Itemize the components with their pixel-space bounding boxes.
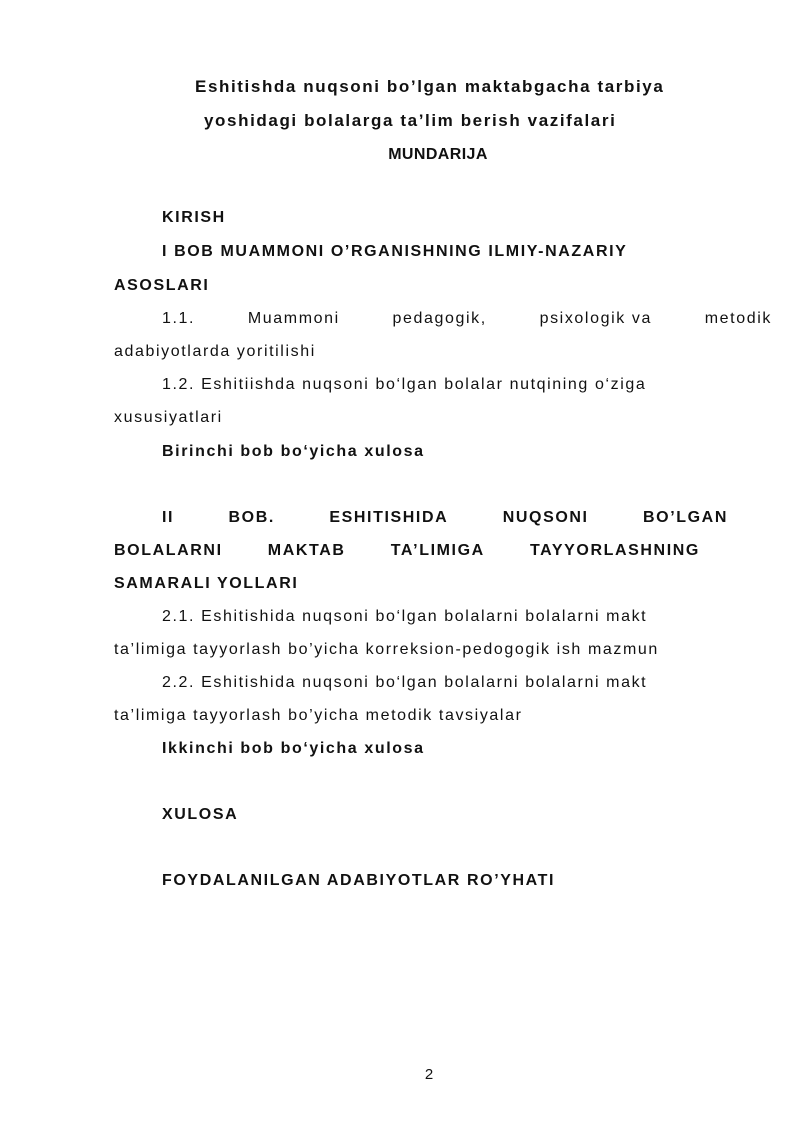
- toc-references: FOYDALANILGAN ADABIYOTLAR RO’YHATI: [162, 872, 556, 889]
- toc-section-2-1-line2: ta’limiga tayyorlash bo’yicha korreksion-pedogogik ish mazmun: [114, 641, 659, 658]
- toc-chapter1-line1: I BOB MUAMMONI O’RGANISHNING ILMIY-NAZARIY: [162, 243, 628, 260]
- toc-chapter2-line2: [114, 541, 700, 561]
- toc-chapter2-word: BOB.: [228, 509, 275, 526]
- toc-chapter2-word: ESHITISHIDA: [329, 509, 449, 526]
- toc-chapter2-word: BO’LGAN: [643, 509, 728, 526]
- toc-section-2-2-line2: ta’limiga tayyorlash bo’yicha metodik tavsiyalar: [114, 707, 523, 724]
- toc-section-1-1-word: pedagogik,: [392, 310, 487, 327]
- toc-kirish: KIRISH: [162, 209, 226, 226]
- toc-chapter2-word: II: [162, 509, 175, 526]
- toc-section-1-2-line2: xususiyatlari: [114, 409, 223, 426]
- toc-chapter2-word: TAYYORLASHNING: [529, 542, 700, 559]
- toc-section-1-1-line1: [162, 309, 772, 329]
- toc-chapter2-word: MAKTAB: [267, 542, 346, 559]
- toc-section-1-2-line1: 1.2. Eshitiishda nuqsoni bo‘lgan bolalar nutqining o‘ziga: [162, 376, 647, 393]
- toc-xulosa: XULOSA: [162, 806, 239, 823]
- toc-section-2-2-line1: 2.2. Eshitishida nuqsoni bo‘lgan bolalarni bolalarni makt: [162, 674, 648, 691]
- toc-section-1-1-number: 1.1.: [162, 310, 196, 327]
- toc-section-1-1-word: metodik: [704, 310, 772, 327]
- toc-section-1-1-word: Muammoni: [247, 310, 340, 327]
- page-number: 2: [424, 1066, 434, 1083]
- toc-chapter1-summary: Birinchi bob bo‘yicha xulosa: [162, 443, 425, 460]
- toc-chapter2-summary: Ikkinchi bob bo‘yicha xulosa: [162, 740, 425, 757]
- toc-chapter1-line2: ASOSLARI: [114, 277, 210, 294]
- toc-chapter2-word: TA’LIMIGA: [390, 542, 485, 559]
- toc-section-1-1-line2: adabiyotlarda yoritilishi: [114, 343, 316, 360]
- toc-chapter2-word: NUQSONI: [502, 509, 589, 526]
- toc-chapter2-line1: [162, 508, 728, 528]
- toc-section-1-1-word: psixologik va: [539, 310, 652, 327]
- toc-chapter2-line3: SAMARALI YOLLARI: [114, 575, 299, 592]
- toc-chapter2-word: BOLALARNI: [114, 542, 223, 559]
- toc-section-2-1-line1: 2.1. Eshitishida nuqsoni bo‘lgan bolalarni bolalarni makt: [162, 608, 648, 625]
- contents-heading: MUNDARIJA: [388, 146, 488, 163]
- title-line-1: Eshitishda nuqsoni bo’lgan maktabgacha tarbiya: [195, 77, 665, 96]
- title-line-2: yoshidagi bolalarga ta’lim berish vazifalari: [204, 111, 617, 130]
